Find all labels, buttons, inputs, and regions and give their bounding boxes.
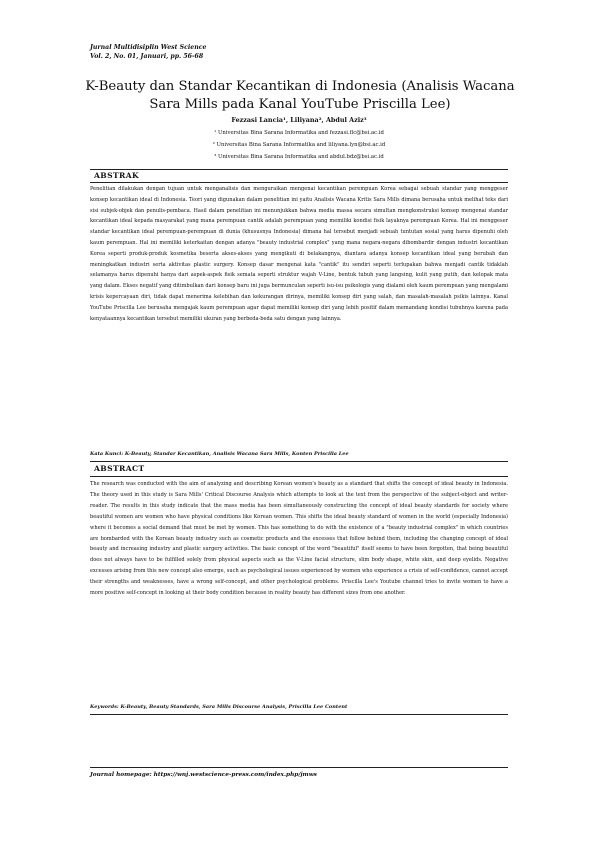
abstract-heading-rule — [90, 476, 508, 477]
article-title-line-1: K-Beauty dan Standar Kecantikan di Indonesia (Analisis Wacana — [85, 79, 515, 94]
journal-homepage: Journal homepage: https://wnj.westscience-press.com/index.php/jmws — [90, 772, 317, 778]
abstract-top-rule — [90, 461, 508, 462]
abstrak-body: Penelitian dilakukan dengan tujuan untuk menganalisis dan menguraikan mengenai kecantikan perempuan Korea sebagai sebuah standar yang menggeser konsep kecantikan ideal di Indonesia. Teori yang digunakan dalam penelitian ini yaitu Analisis Wacana Kritis Sara Mills dimana berusaha untuk melihat teks dari sisi subjek-objek dan penulis-pembaca. Hasil dalam penelitian ini menunjukkan bahwa media massa secara simultan mengkonstruksi konsep mengenai standar kecantikan ideal kepada masyarakat yang mana perempuan cantik adalah perempuan yang memiliki kondisi fisik layaknya perempuan Korea. Hal ini menggeser standar kecantikan ideal perempuan-perempuan di dunia (khususnya Indonesia) dimana hal tersebut menjadi sebuah tuntutan sosial yang harus dipenuhi oleh kaum perempuan. Hal ini memiliki keterkaitan dengan adanya "beauty industrial complex" yang mana negara-negara dibombardir dengan industri kecantikan Korea seperti produk-produk kosmetika beserta akses-akses yang mengikuti di belakangnya, diantara adanya konsep kecantikan ideal yang berubah dan meningkatkan industri serta aktivitas plastic surgery. Konsep dasar mengenai kata "cantik" itu sendiri seperti terlupakan bahwa menjadi cantik tidaklah selamanya harus dipenuhi hanya dari aspek-aspek fisik semata seperti struktur wajah V-Line, bentuk tubuh yang langsing, kulit yang putih, dan kelopak mata yang dalam. Ekses negatif yang ditimbulkan dari konsep baru ini juga bermunculan seperti isu-isu psikologis yang dialami oleh kaum perempuan yang mengalami krisis kepercayaan diri, tidak dapat menerima kelebihan dan kekurangan dirinya, memiliki konsep diri yang salah, dan masalah-masalah psikis lainnya. Kanal YouTube Priscilla Lee berusaha mengajak kaum perempuan agar dapat memiliki konsep diri yang lebih positif dalam memandang kondisi tubuhnya karena pada kenyataannya kecantikan tersebut memiliki ukuran yang berbeda-beda satu dengan yang lainnya. — [90, 186, 508, 322]
abstrak-heading: ABSTRAK — [94, 171, 140, 180]
abstract-keywords: Keywords: K-Beauty, Beauty Standards, Sara Mills Discourse Analysis, Priscilla Lee Content — [90, 704, 348, 710]
author-list: Fezzasi Lancia¹, Liliyana², Abdul Aziz³ — [231, 116, 367, 124]
abstract-heading: ABSTRACT — [94, 464, 145, 473]
footer-rule — [90, 767, 508, 768]
affiliation-3: ³ Universitas Bina Sarana Informatika and abdul.bdz@bsi.ac.id — [214, 154, 384, 160]
abstrak-heading-rule — [90, 182, 508, 183]
affiliation-2: ² Universitas Bina Sarana Informatika and liliyana.lyn@bsi.ac.id — [212, 142, 386, 148]
abstrak-keywords: Kata Kunci: K-Beauty, Standar Kecantikan, Analisis Wacana Sara Mills, Konten Priscilla Lee — [90, 451, 349, 457]
journal-issue: Vol. 2, No. 01, Januari, pp. 56-68 — [90, 53, 204, 60]
article-title-line-2: Sara Mills pada Kanal YouTube Priscilla Lee) — [149, 97, 451, 112]
journal-name: Jurnal Multidisiplin West Science — [90, 44, 207, 51]
affiliation-1: ¹ Universitas Bina Sarana Informatika and fezzasi.flc@bsi.ac.id — [214, 130, 384, 136]
affiliation-list — [90, 127, 508, 163]
keywords-bottom-rule — [90, 714, 508, 715]
journal-header — [90, 43, 206, 61]
abstrak-top-rule — [90, 169, 508, 170]
abstract-body: The research was conducted with the aim of analyzing and describing Korean women's beauty as a standard that shifts the concept of ideal beauty in Indonesia. The theory used in this study is Sara Mills' Critical Discourse Analysis which attempts to look at the text from the perspective of the subject-object and writer-reader. The results in this study indicate that the mass media has been simultaneously constructing the concept of ideal beauty standards for society where beautiful women are women who have physical conditions like Korean women. This shifts the ideal beauty standard of women in the world (especially Indonesia) where it becomes a social demand that must be met by women. This has something to do with the existence of a "beauty industrial complex" in which countries are bombarded with the Korean beauty industry such as cosmetic products and the excesses that follow behind them, including the changing concept of ideal beauty and increasing industry and plastic surgery activities. The basic concept of the word "beautiful" itself seems to have been forgotten, that being beautiful does not always have to be fulfilled solely from physical aspects such as the V-Line facial structure, slim body shape, white skin, and deep eyelids. Negative excesses arising from this new concept also emerge, such as psychological issues experienced by women who experience a crisis of self-confidence, cannot accept their strengths and weaknesses, have a wrong self-concept, and other psychological problems. Priscilla Lee's Youtube channel tries to invite women to have a more positive self-concept in looking at their body condition because in reality beauty has different sizes from one another. — [90, 481, 508, 597]
article-title — [80, 78, 520, 114]
